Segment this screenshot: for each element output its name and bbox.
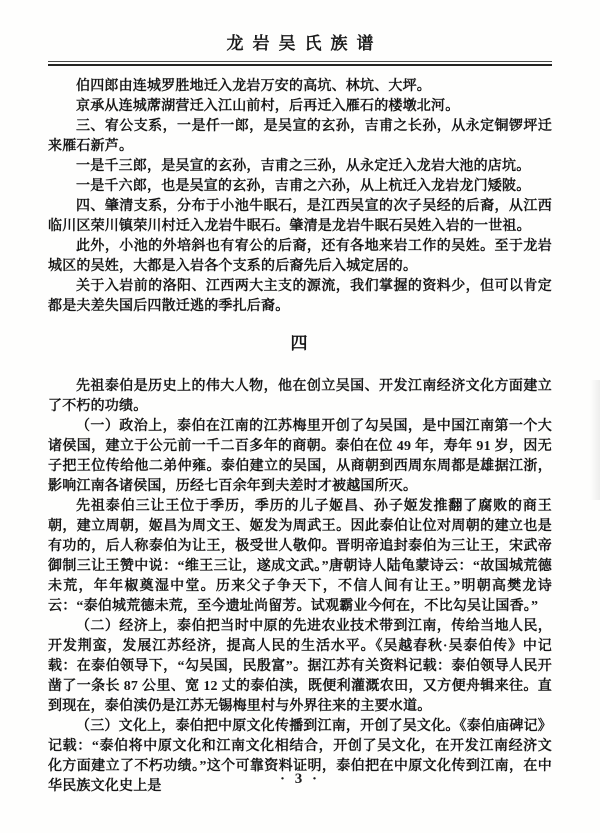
paragraph: 一是千六郎，也是吴宣的玄孙，吉甫之六孙，从上杭迁入龙岩龙门矮陂。 bbox=[76, 179, 531, 194]
paragraph: 先祖泰伯是历史上的伟大人物，他在创立吴国、开发江南经济文化方面建立了不朽的功绩。 bbox=[48, 379, 552, 414]
page-footer bbox=[0, 770, 600, 788]
paragraph: 一是千三郎，是吴宣的玄孙，吉甫之三孙，从永定迁入龙岩大池的店坑。 bbox=[76, 159, 531, 174]
paragraph: 京承从连城蓆湖营迁入江山前村，后再迁入雁石的楼墩北河。 bbox=[76, 99, 460, 114]
paragraph: 三、宥公支系，一是仟一郎，是吴宣的玄孙，吉甫之长孙，从永定铜锣坪迁来雁石新芦。 bbox=[48, 119, 552, 154]
scan-artifact bbox=[590, 380, 600, 500]
section-number-heading: 四 bbox=[290, 334, 310, 353]
page-title: 龙岩吴氏族谱 bbox=[226, 34, 383, 53]
paragraph: （一）政治上，泰伯在江南的江苏梅里开创了勾吴国，是中国江南第一个大诸侯国，建立于公元前一千二百多年的商朝。泰伯在位 49 年，寿年 91 岁，因无子把王位传给他二弟仲雍。泰伯建立的吴国，从商朝到西周东周都是雄据江浙，影响江南各诸侯国，历经七百余年到夫差时才被越国所灭。 bbox=[48, 419, 552, 494]
page-number: · 3 · bbox=[279, 771, 320, 787]
paragraph: （三）文化上，泰伯把中原文化传播到江南，开创了吴文化。《泰伯庙碑记》记载：“泰伯将中原文化和江南文化相结合，开创了吴文化，在开发江南经济文化方面建立了不朽功绩。”这个可靠资料证明，泰伯把在中原文化传到江南，在中华民族文化史上是 bbox=[48, 719, 552, 794]
header-divider bbox=[48, 61, 552, 66]
page-content bbox=[48, 77, 552, 797]
paragraph: （二）经济上，泰伯把当时中原的先进农业技术带到江南，传给当地人民，开发荆蛮，发展江苏经济，提高人民的生活水平。《吴越春秋·吴泰伯传》中记载：在泰伯领导下，“勾吴国，民殷富”。据江苏有关资料记载：泰伯领导人民开凿了一条长 87 公里、宽 12 丈的泰伯渎，既便利灌溉农田，又方便舟辑来往。直到现在，泰伯渎仍是江苏无锡梅里村与外界往来的主要水道。 bbox=[48, 619, 552, 714]
page-header bbox=[0, 0, 600, 66]
paragraph: 此外，小池的外培斜也有宥公的后裔，还有各地来岩工作的吴姓。至于龙岩城区的吴姓，大都是入岩各个支系的后裔先后入城定居的。 bbox=[48, 239, 552, 274]
paragraph: 伯四郎由连城罗胜地迁入龙岩万安的高坑、林坑、大坪。 bbox=[76, 79, 431, 94]
paragraph: 关于入岩前的洛阳、江西两大主支的源流，我们掌握的资料少，但可以肯定都是夫差失国后四散迁逃的季扎后裔。 bbox=[48, 279, 552, 314]
paragraph: 先祖泰伯三让王位于季历，季历的儿子姬昌、孙子姬发推翻了腐败的商王朝，建立周朝，姬昌为周文王、姬发为周武王。因此泰伯让位对周朝的建立也是有功的，后人称泰伯为让王，极受世人敬仰。晋明帝追封泰伯为三让王，宋武帝御制三让王赞中说：“维王三让，遂成文武。”唐朝诗人陆龟蒙诗云：“故国城荒德未荒，年年椒奠湿中堂。历来父子争天下，不信人间有让王。”明朝高樊龙诗云：“泰伯城荒德未荒，至今遗址尚留芳。试观霸业今何在，不比勾吴让国香。” bbox=[48, 499, 552, 614]
paragraph: 四、肇清支系，分布于小池牛眠石，是江西吴宣的次子吴经的后裔，从江西临川区荣川镇荣川村迁入龙岩牛眠石。肇清是龙岩牛眠石吴姓入岩的一世祖。 bbox=[48, 199, 552, 234]
